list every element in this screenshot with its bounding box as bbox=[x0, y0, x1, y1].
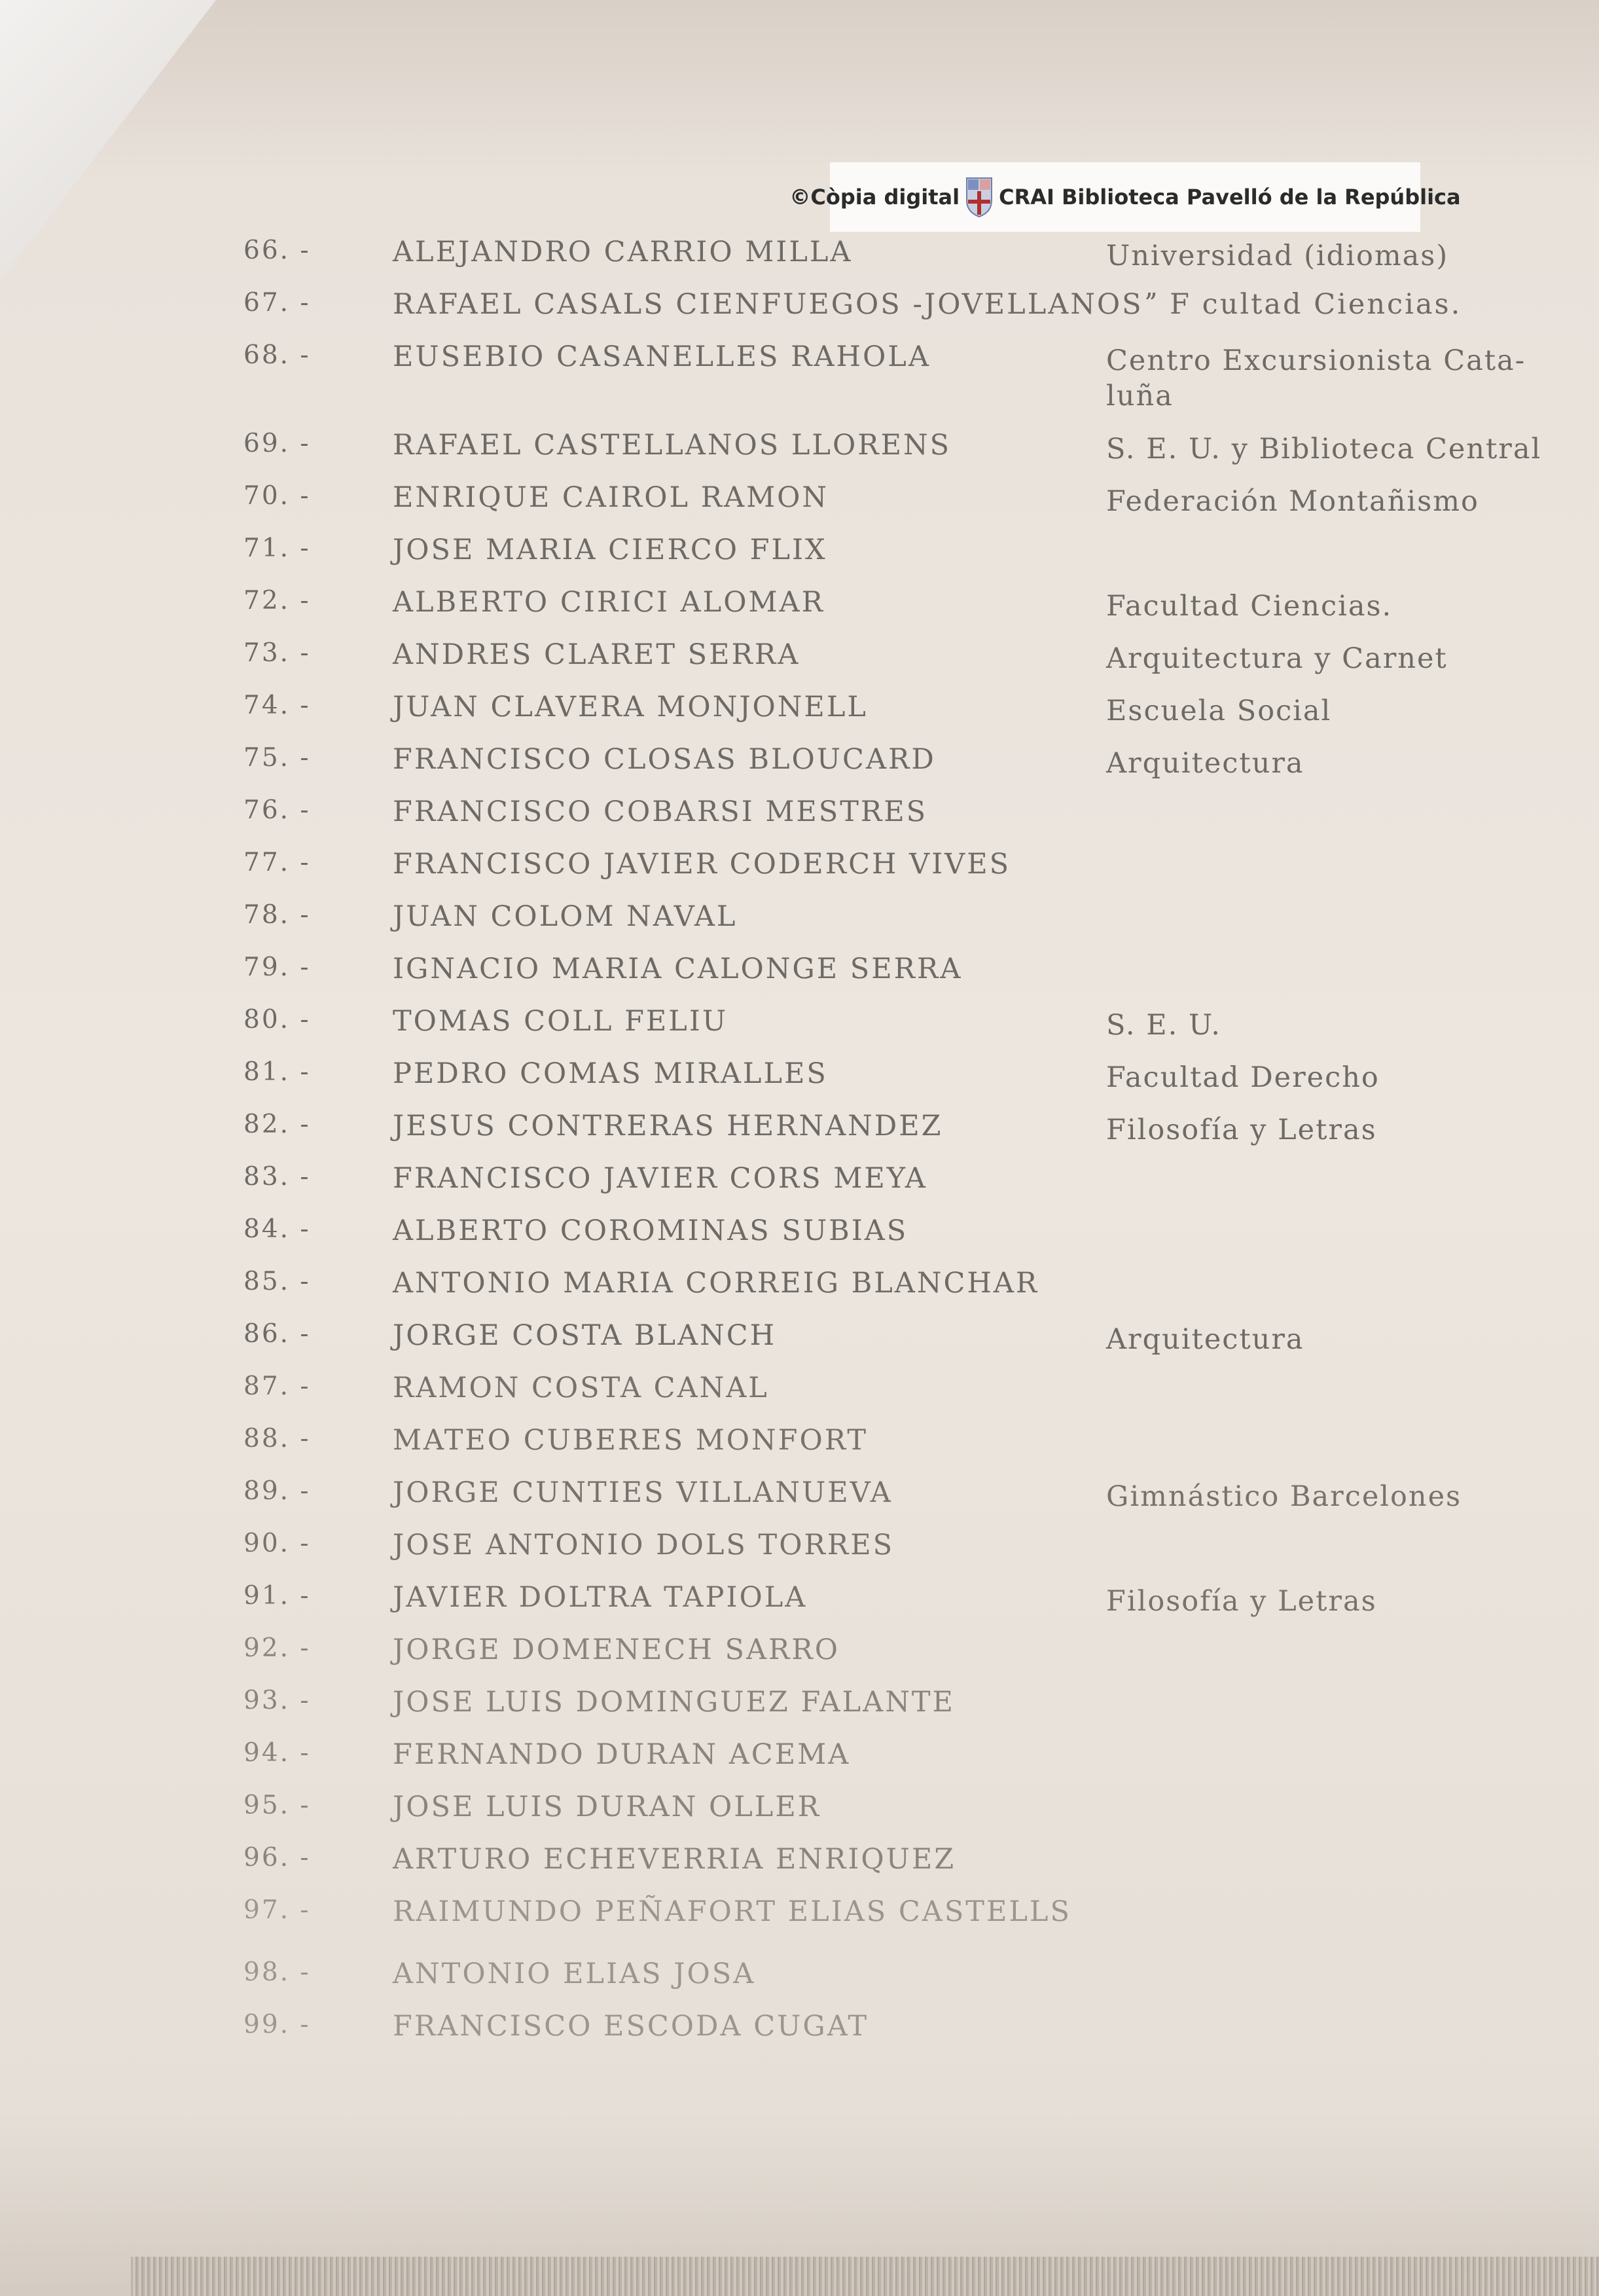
entry-number: 86. - bbox=[243, 1319, 311, 1349]
entry-affiliation: Filosofía y Letras bbox=[1106, 1585, 1377, 1618]
entry-affiliation: S. E. U. bbox=[1106, 1009, 1221, 1042]
entry-number: 69. - bbox=[243, 429, 311, 458]
entry-number: 79. - bbox=[243, 953, 311, 982]
list-item bbox=[0, 340, 1599, 412]
entry-name: PEDRO COMAS MIRALLES bbox=[393, 1057, 828, 1090]
entry-name: ALBERTO COROMINAS SUBIAS bbox=[393, 1214, 908, 1247]
entry-affiliation: S. E. U. y Biblioteca Central bbox=[1106, 433, 1542, 465]
entry-name: ARTURO ECHEVERRIA ENRIQUEZ bbox=[393, 1843, 956, 1876]
entry-name: RAIMUNDO PEÑAFORT ELIAS CASTELLS bbox=[393, 1895, 1071, 1928]
entry-affiliation: Universidad (idiomas) bbox=[1106, 240, 1449, 272]
entry-name: ANTONIO MARIA CORREIG BLANCHAR bbox=[393, 1267, 1039, 1300]
list-item bbox=[0, 1581, 1599, 1627]
shield-icon bbox=[965, 175, 994, 219]
list-item bbox=[0, 429, 1599, 475]
entry-number: 99. - bbox=[243, 2010, 311, 2039]
entry-name: FERNANDO DURAN ACEMA bbox=[393, 1738, 851, 1771]
entry-name: FRANCISCO JAVIER CORS MEYA bbox=[393, 1162, 927, 1195]
entry-number: 93. - bbox=[243, 1686, 311, 1715]
entry-affiliation: Arquitectura bbox=[1106, 1323, 1304, 1356]
entry-number: 94. - bbox=[243, 1738, 311, 1768]
entry-number: 91. - bbox=[243, 1581, 311, 1611]
list-item bbox=[0, 1633, 1599, 1679]
entry-affiliation: Arquitectura y Carnet bbox=[1106, 642, 1448, 675]
entry-name: JORGE COSTA BLANCH bbox=[393, 1319, 777, 1352]
entry-name: JOSE LUIS DOMINGUEZ FALANTE bbox=[393, 1686, 955, 1719]
entry-affiliation-continuation: luña bbox=[1106, 380, 1174, 412]
list-item bbox=[0, 1738, 1599, 1784]
entry-name: RAFAEL CASALS CIENFUEGOS -JOVELLANOSˮ F cultad Ciencias. bbox=[393, 288, 1462, 321]
entry-number: 89. - bbox=[243, 1476, 311, 1506]
list-item bbox=[0, 638, 1599, 684]
entry-number: 77. - bbox=[243, 848, 311, 877]
entry-number: 83. - bbox=[243, 1162, 311, 1192]
list-item bbox=[0, 1372, 1599, 1417]
list-item bbox=[0, 1424, 1599, 1470]
entry-number: 88. - bbox=[243, 1424, 311, 1453]
entry-number: 81. - bbox=[243, 1057, 311, 1087]
entry-name: ALEJANDRO CARRIO MILLA bbox=[393, 236, 853, 268]
entry-number: 98. - bbox=[243, 1958, 311, 1987]
entry-number: 82. - bbox=[243, 1110, 311, 1139]
list-item bbox=[0, 1267, 1599, 1313]
list-item bbox=[0, 1895, 1599, 1941]
entry-name: MATEO CUBERES MONFORT bbox=[393, 1424, 869, 1457]
entry-number: 96. - bbox=[243, 1843, 311, 1872]
entry-name: JAVIER DOLTRA TAPIOLA bbox=[393, 1581, 808, 1614]
entry-affiliation: Filosofía y Letras bbox=[1106, 1114, 1377, 1146]
entry-name: ALBERTO CIRICI ALOMAR bbox=[393, 586, 825, 619]
entry-number: 84. - bbox=[243, 1214, 311, 1244]
entry-affiliation: Escuela Social bbox=[1106, 695, 1332, 727]
entry-name: JOSE LUIS DURAN OLLER bbox=[393, 1791, 821, 1823]
list-item bbox=[0, 1686, 1599, 1732]
entry-number: 87. - bbox=[243, 1372, 311, 1401]
entry-name: EUSEBIO CASANELLES RAHOLA bbox=[393, 340, 931, 373]
entry-name: FRANCISCO COBARSI MESTRES bbox=[393, 795, 928, 828]
entry-number: 76. - bbox=[243, 795, 311, 825]
list-item bbox=[0, 481, 1599, 527]
entry-name: JESUS CONTRERAS HERNANDEZ bbox=[393, 1110, 943, 1142]
entry-number: 75. - bbox=[243, 743, 311, 773]
list-item bbox=[0, 1319, 1599, 1365]
entry-name: FRANCISCO CLOSAS BLOUCARD bbox=[393, 743, 936, 776]
entry-number: 71. - bbox=[243, 534, 311, 563]
entry-affiliation: Centro Excursionista Cata- bbox=[1106, 344, 1526, 377]
list-item bbox=[0, 1057, 1599, 1103]
list-item bbox=[0, 1005, 1599, 1051]
entry-affiliation: Gimnástico Barcelones bbox=[1106, 1480, 1462, 1513]
entry-name: ANTONIO ELIAS JOSA bbox=[393, 1958, 756, 1990]
entry-name: JOSE ANTONIO DOLS TORRES bbox=[393, 1529, 895, 1561]
entry-number: 97. - bbox=[243, 1895, 311, 1925]
entry-number: 73. - bbox=[243, 638, 311, 668]
entry-number: 78. - bbox=[243, 900, 311, 930]
entry-number: 85. - bbox=[243, 1267, 311, 1296]
list-item bbox=[0, 586, 1599, 632]
list-item bbox=[0, 1791, 1599, 1836]
list-item bbox=[0, 795, 1599, 841]
list-item bbox=[0, 534, 1599, 579]
list-item bbox=[0, 1214, 1599, 1260]
entry-name: JUAN COLOM NAVAL bbox=[393, 900, 738, 933]
watermark-suffix: CRAI Biblioteca Pavelló de la República bbox=[999, 185, 1461, 210]
entry-affiliation: Facultad Ciencias. bbox=[1106, 590, 1393, 623]
entry-number: 95. - bbox=[243, 1791, 311, 1820]
entry-number: 67. - bbox=[243, 288, 311, 318]
list-item bbox=[0, 1529, 1599, 1575]
list-item bbox=[0, 1843, 1599, 1889]
list-item bbox=[0, 691, 1599, 737]
entry-number: 66. - bbox=[243, 236, 311, 265]
page-bottom-edge bbox=[131, 2257, 1599, 2296]
entry-name: TOMAS COLL FELIU bbox=[393, 1005, 728, 1038]
entry-name: FRANCISCO ESCODA CUGAT bbox=[393, 2010, 869, 2043]
list-item bbox=[0, 2010, 1599, 2056]
watermark-prefix: ©Còpia digital bbox=[789, 185, 960, 210]
entry-affiliation: Facultad Derecho bbox=[1106, 1061, 1380, 1094]
entry-affiliation: Federación Montañismo bbox=[1106, 485, 1479, 518]
list-item bbox=[0, 1162, 1599, 1208]
entry-name: JORGE CUNTIES VILLANUEVA bbox=[393, 1476, 893, 1509]
entry-number: 72. - bbox=[243, 586, 311, 615]
list-item bbox=[0, 743, 1599, 789]
list-item bbox=[0, 1958, 1599, 2003]
entry-number: 70. - bbox=[243, 481, 311, 511]
entry-affiliation: Arquitectura bbox=[1106, 747, 1304, 780]
entry-name: RAMON COSTA CANAL bbox=[393, 1372, 769, 1404]
list-item bbox=[0, 848, 1599, 894]
entry-name: JOSE MARIA CIERCO FLIX bbox=[393, 534, 827, 566]
entry-name: IGNACIO MARIA CALONGE SERRA bbox=[393, 953, 963, 985]
list-item bbox=[0, 1110, 1599, 1156]
entry-name: RAFAEL CASTELLANOS LLORENS bbox=[393, 429, 952, 462]
entry-number: 74. - bbox=[243, 691, 311, 720]
entry-number: 80. - bbox=[243, 1005, 311, 1034]
list-item bbox=[0, 288, 1599, 334]
list-item bbox=[0, 236, 1599, 282]
list-item bbox=[0, 953, 1599, 998]
digital-copy-watermark bbox=[789, 162, 1461, 232]
list-item bbox=[0, 900, 1599, 946]
list-item bbox=[0, 1476, 1599, 1522]
entry-name: JUAN CLAVERA MONJONELL bbox=[393, 691, 868, 723]
entry-name: JORGE DOMENECH SARRO bbox=[393, 1633, 840, 1666]
entry-name: ANDRES CLARET SERRA bbox=[393, 638, 800, 671]
entry-number: 92. - bbox=[243, 1633, 311, 1663]
entry-name: FRANCISCO JAVIER CODERCH VIVES bbox=[393, 848, 1011, 881]
entry-number: 90. - bbox=[243, 1529, 311, 1558]
entry-number: 68. - bbox=[243, 340, 311, 370]
entry-name: ENRIQUE CAIROL RAMON bbox=[393, 481, 829, 514]
